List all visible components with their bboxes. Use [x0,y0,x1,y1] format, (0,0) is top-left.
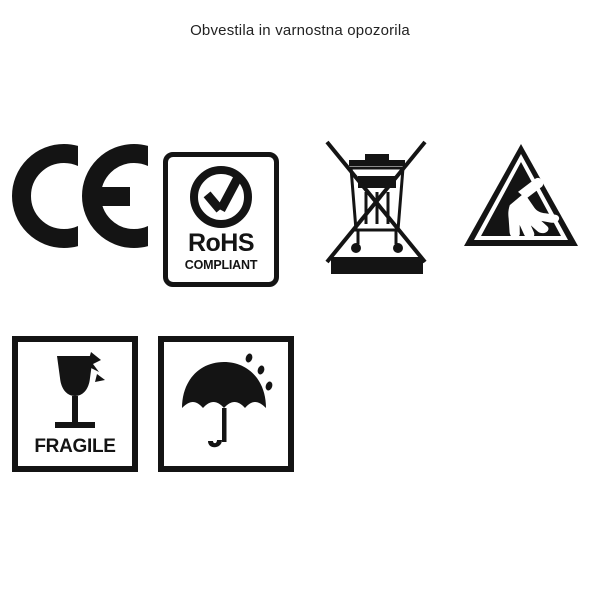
page-title: Obvestila in varnostna opozorila [190,22,410,39]
esd-hand-triangle-icon [462,142,580,250]
rohs-label-main: RoHS [187,229,255,257]
ce-letter-e-icon [82,144,148,248]
ce-mark-graphic [10,144,160,254]
rohs-checkmark-icon [190,166,252,228]
rohs-badge [163,152,279,287]
weee-graphic [325,130,429,290]
ce-letter-c-icon [12,144,78,248]
rohs-label-sub: COMPLIANT [184,258,258,272]
fragile-badge [12,336,138,472]
symbol-weee-bin [325,130,429,290]
keep-dry-badge [158,336,294,472]
rohs-tick-icon [203,171,243,216]
crossed-out-wheelie-bin-icon [325,130,429,272]
symbol-ce-marking [10,144,160,254]
umbrella-rain-icon [172,352,280,456]
symbol-grid [0,130,600,457]
symbol-fragile [12,336,138,472]
symbol-keep-dry [158,336,294,472]
symbol-rohs-compliant [163,152,279,287]
fragile-label: FRAGILE [34,436,116,457]
symbol-esd-sensitive [462,142,580,250]
weee-solid-bar [331,257,423,274]
broken-glass-icon [35,350,115,442]
symbol-row-2 [0,290,600,457]
symbol-row-1 [0,130,600,290]
esd-graphic [462,142,580,250]
